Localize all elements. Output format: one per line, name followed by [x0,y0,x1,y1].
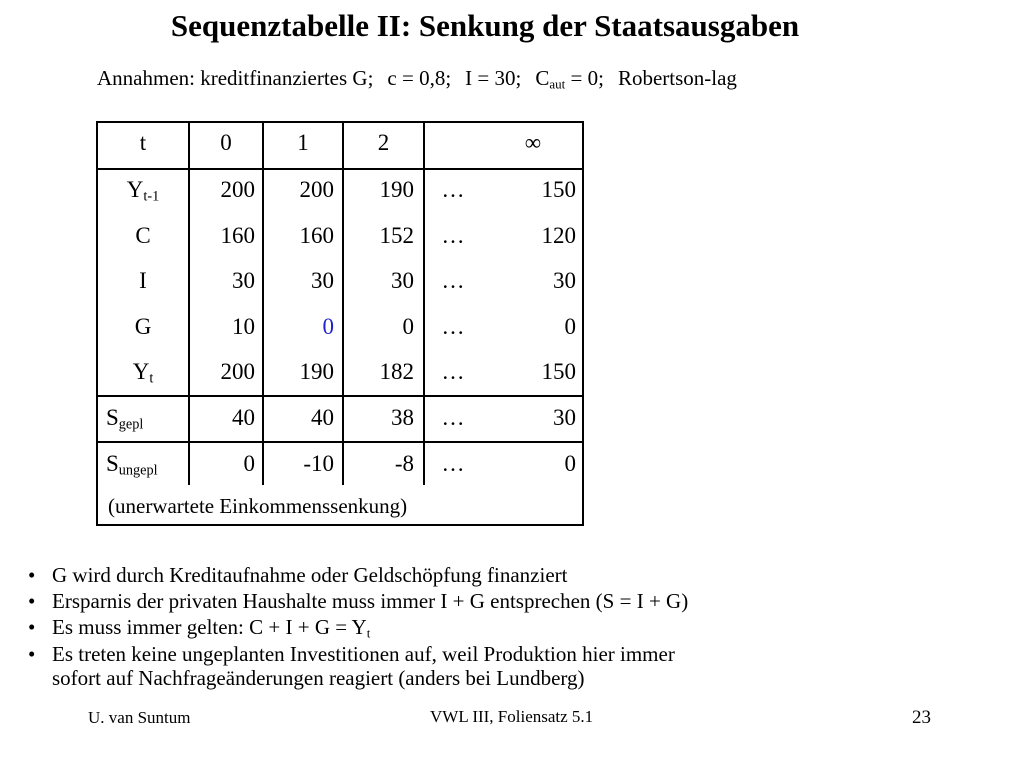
assumption-lag: Robertson-lag [617,66,737,90]
table-cell: 0 [564,314,576,339]
footer-page-number: 23 [912,707,931,728]
table-cell: … [441,451,465,476]
assumption-i: I = 30; [465,66,522,90]
table-header-cell: 0 [220,130,232,155]
table-cell: 30 [553,268,576,293]
table-cell: 38 [391,405,414,430]
bullet-subscript: t [366,625,371,641]
table-cell: 40 [232,405,255,430]
table-cell: 160 [299,223,334,248]
table-cell: -10 [303,451,334,476]
table-cell: 190 [379,177,414,202]
table-row-label: $Y_{t-1}$ [126,177,160,205]
table-note: (unerwartete Einkommenssenkung) [108,494,408,518]
table-cell: 0 [402,314,414,339]
table-cell: 0 [322,314,334,339]
table-cell: 30 [553,405,576,430]
bullet-text: Ersparnis der privaten Haushalte muss immer I + G entsprechen (S = I + G) [52,589,689,613]
footer-course: VWL III, Foliensatz 5.1 [430,707,594,726]
table-col-rule [423,123,425,485]
table-cell: 40 [311,405,334,430]
table-header-cell: t [139,130,147,155]
bullet-text: G wird durch Kreditaufnahme oder Geldschöpfung finanziert [52,563,568,587]
table-cell: 200 [220,359,255,384]
table-cell: 152 [379,223,414,248]
bullet-text: Es muss immer gelten: C + I + G = Y [52,615,367,639]
assumption-c: c = 0,8; [387,66,452,90]
table-row-label: C [135,223,151,248]
table-rule-sgepl [98,441,582,443]
table-header-cell: 2 [377,130,390,155]
bullet-text: Es treten keine ungeplanten Investitionen auf, weil Produktion hier immer [52,642,675,666]
table-header-cell: 1 [297,130,309,155]
table-cell: -8 [394,451,414,476]
footer-author: U. van Suntum [88,708,191,727]
bullet-continuation: sofort auf Nachfrageänderungen reagiert (anders bei Lundberg) [52,666,585,690]
table-cell: 200 [220,177,255,202]
table-cell: 0 [564,451,576,476]
bullet-item [28,642,675,690]
bullet-dot-icon: • [28,615,36,639]
table-row-label: G [134,314,152,339]
table-cell: 160 [220,223,255,248]
bullet-item [28,563,567,587]
table-row-label: $S_{ungepl}$ [106,451,158,479]
bullet-dot-icon: • [28,642,36,666]
table-cell: 0 [243,451,255,476]
bullet-item [28,615,370,639]
assumptions-line [97,66,737,91]
table-row-label: $S_{gepl}$ [106,405,144,433]
bullet-dot-icon: • [28,589,36,613]
table-cell: 190 [299,359,334,384]
table-cell: 30 [311,268,334,293]
table-cell: 182 [379,359,414,384]
table-cell: 150 [541,359,576,384]
table-cell: 30 [232,268,255,293]
table-cell: 120 [541,223,576,248]
table-cell: … [441,268,465,293]
assumption-caut: $C_{aut} = 0$; [535,66,604,92]
table-row-label: $Y_t$ [132,359,154,387]
table-cell: … [441,223,465,248]
table-rule-yt [98,395,582,397]
table-cell: … [441,405,465,430]
bullet-dot-icon: • [28,563,36,587]
bullet-item [28,589,688,613]
table-cell: 10 [232,314,255,339]
table-header-cell: ∞ [524,130,542,155]
table-cell: 200 [299,177,334,202]
sequence-table [96,121,584,526]
table-cell: 150 [541,177,576,202]
assumption-credit: Annahmen: kreditfinanziertes G; [97,66,374,90]
table-header-rule [98,168,582,170]
table-cell: 30 [391,268,414,293]
table-cell: … [441,314,465,339]
table-cell: … [441,177,465,202]
table-cell: … [441,359,465,384]
slide-title: Sequenztabelle II: Senkung der Staatsausgaben [170,8,800,43]
table-row-label: I [139,268,147,293]
